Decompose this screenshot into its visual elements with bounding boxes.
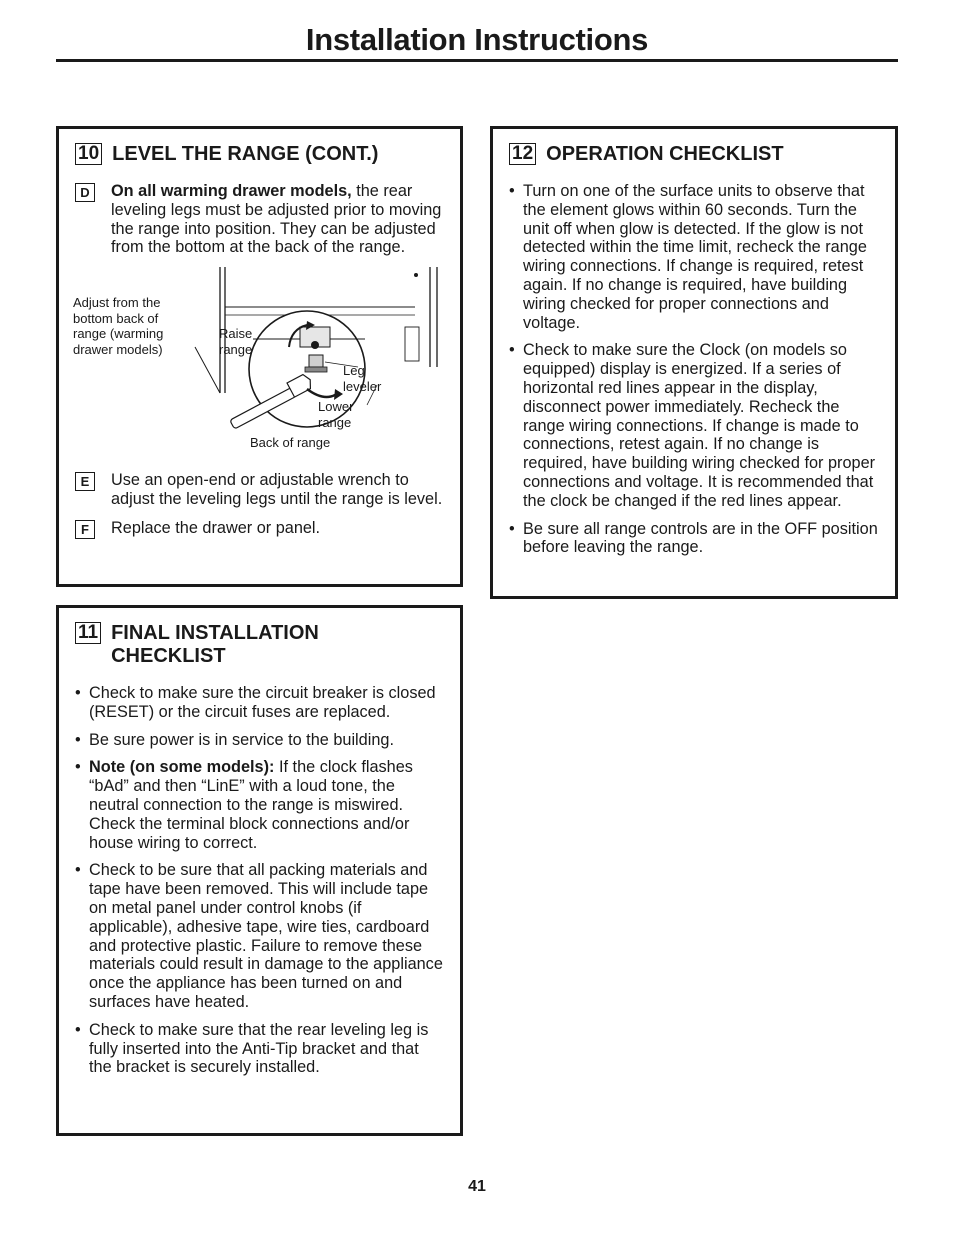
list-item: • Be sure power is in service to the building.	[75, 731, 444, 750]
step-e	[75, 471, 444, 509]
list-item: • Check to make sure the Clock (on models so equipped) display is energized. If a series of horizontal red lines appear in the display, disconnect power immediately. Recheck the range wiring connections. If change is made to connections, retest again. If no change is required, have building wiring checked for proper connections and voltage. It is recommended that the clock be changed if the red lines appear.	[509, 341, 879, 510]
section-number: 12	[509, 143, 536, 165]
title-divider	[56, 59, 898, 62]
section-final-installation-checklist	[56, 605, 463, 1136]
section-title: LEVEL THE RANGE (CONT.)	[112, 143, 379, 165]
list-item	[75, 758, 444, 852]
note-label: Note (on some models):	[89, 758, 275, 777]
list-item: • Turn on one of the surface units to observe that the element glows within 60 seconds. Turn the unit off when glow is detected. If the glow is not detected within the time limit, recheck the range wiring connections. If change is required, retest again. If no change is required, have building wiring checked for proper connections and voltage.	[509, 182, 879, 332]
step-bold-lead: On all warming drawer models,	[111, 182, 352, 200]
checklist	[75, 684, 444, 1077]
section-level-the-range	[56, 126, 463, 587]
step-body: the rear leveling legs must be adjusted prior to moving the range into position. They can be adjusted from the bottom at the back of the range.	[111, 182, 442, 257]
section-title: FINAL INSTALLATION CHECKLIST	[111, 622, 319, 667]
step-d	[75, 182, 444, 257]
section-title: OPERATION CHECKLIST	[546, 143, 784, 165]
list-item: • Check to be sure that all packing materials and tape have been removed. This will include tape on metal panel under control knobs (if applicable), adhesive tape, wire ties, cardboard and protective plastic. Failure to remove these materials could result in damage to the appliance once the appliance has been turned on and surfaces have heated.	[75, 861, 444, 1011]
label-adjust-from-bottom: Adjust from the bottom back of range (warming drawer models)	[73, 295, 164, 357]
step-letter: E	[75, 472, 95, 491]
list-item: • Check to make sure that the rear leveling leg is fully inserted into the Anti-Tip bracket and that the bracket is securely installed.	[75, 1021, 444, 1077]
label-leg-leveler: Leg leveler	[343, 363, 382, 394]
checklist	[509, 182, 879, 557]
step-text: Replace the drawer or panel.	[111, 518, 321, 537]
section-header	[509, 143, 879, 166]
label-lower-range: Lower range	[318, 399, 354, 430]
leveling-diagram	[75, 267, 444, 463]
section-number: 10	[75, 143, 102, 165]
section-operation-checklist	[490, 126, 898, 599]
page-title: Installation Instructions	[305, 22, 649, 57]
list-item: • Be sure all range controls are in the OFF position before leaving the range.	[509, 520, 879, 558]
label-raise-range: Raise range	[219, 326, 253, 357]
section-header	[75, 622, 444, 668]
step-text: Use an open-end or adjustable wrench to adjust the leveling legs until the range is level.	[111, 471, 443, 508]
step-text	[111, 182, 444, 257]
list-item: • Check to make sure the circuit breaker is closed (RESET) or the circuit fuses are replaced.	[75, 684, 444, 722]
page-number: 41	[468, 1178, 486, 1195]
section-number: 11	[75, 622, 101, 644]
section-header	[75, 143, 444, 166]
step-letter: F	[75, 520, 95, 539]
step-f	[75, 519, 444, 539]
note-text: If the clock flashes “bAd” and then “LinE” with a loud tone, the neutral connection to the range is miswired. Check the terminal block connections and/or house wiring to correct.	[89, 758, 413, 852]
step-letter: D	[75, 183, 95, 202]
label-back-of-range: Back of range	[250, 435, 331, 451]
